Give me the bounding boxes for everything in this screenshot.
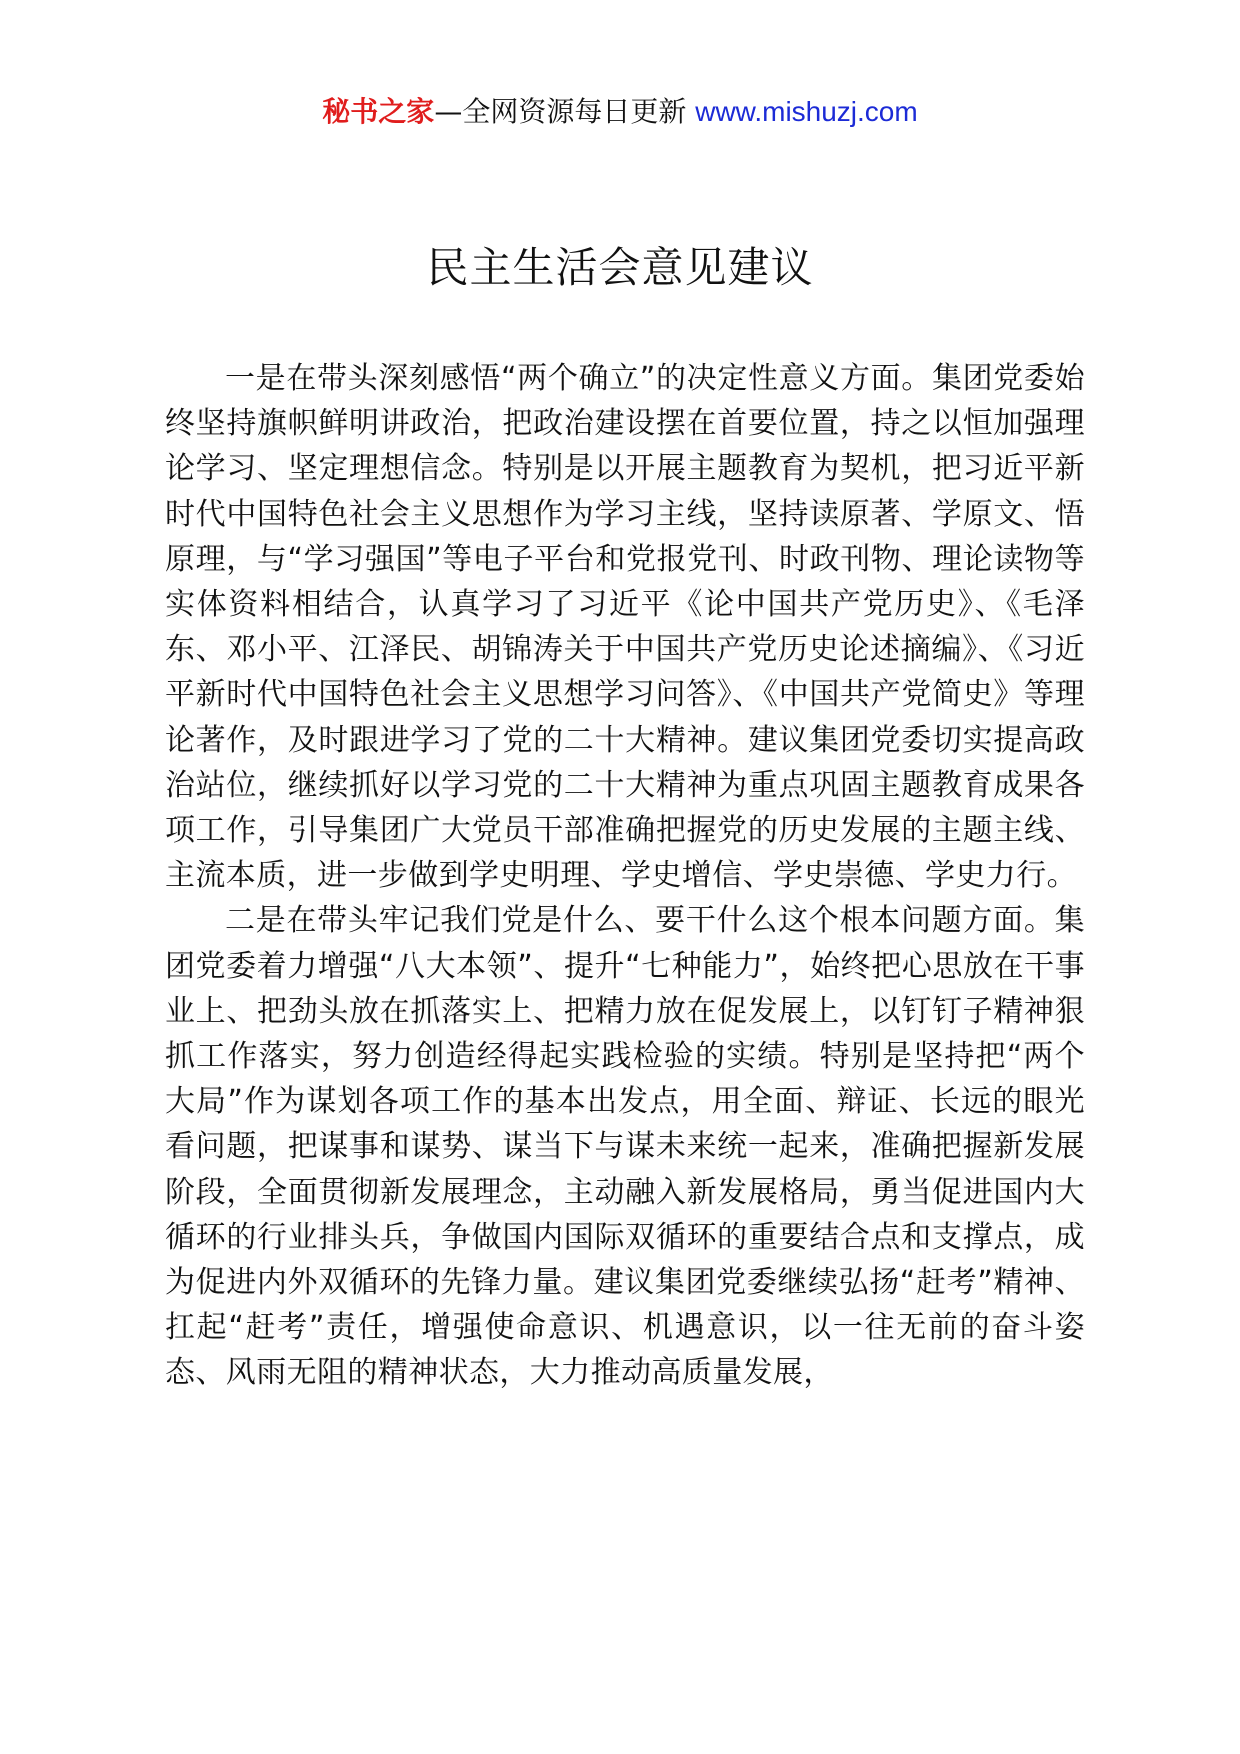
document-title: 民主生活会意见建议 [426, 243, 814, 292]
site-tagline: —全网资源每日更新 [434, 95, 696, 128]
site-header [0, 92, 1240, 132]
site-url-link[interactable]: www.mishuzj.com [695, 96, 918, 127]
document-body [165, 356, 1085, 1396]
paragraph-1: 一是在带头深刻感悟“两个确立”的决定性意义方面。集团党委始终坚持旗帜鲜明讲政治，把政治建设摆在首要位置，持之以恒加强理论学习、坚定理想信念。特别是以开展主题教育为契机，把习近平新时代中国特色社会主义思想作为学习主线，坚持读原著、学原文、悟原理，与“学习强国”等电子平台和党报党刊、时政刊物、理论读物等实体资料相结合，认真学习了习近平《论中国共产党历史》、《毛泽东、邓小平、江泽民、胡锦涛关于中国共产党历史论述摘编》、《习近平新时代中国特色社会主义思想学习问答》、《中国共产党简史》等理论著作，及时跟进学习了党的二十大精神。建议集团党委切实提高政治站位，继续抓好以学习党的二十大精神为重点巩固主题教育成果各项工作，引导集团广大党员干部准确把握党的历史发展的主题主线、主流本质，进一步做到学史明理、学史增信、学史崇德、学史力行。 [165, 361, 1085, 894]
paragraph-2: 二是在带头牢记我们党是什么、要干什么这个根本问题方面。集团党委着力增强“八大本领”、提升“七种能力”，始终把心思放在干事业上、把劲头放在抓落实上、把精力放在促发展上，以钉钉子精神狠抓工作落实，努力创造经得起实践检验的实绩。特别是坚持把“两个大局”作为谋划各项工作的基本出发点，用全面、辩证、长远的眼光看问题，把谋事和谋势、谋当下与谋未来统一起来，准确把握新发展阶段，全面贯彻新发展理念，主动融入新发展格局，勇当促进国内大循环的行业排头兵，争做国内国际双循环的重要结合点和支撑点，成为促进内外双循环的先锋力量。建议集团党委继续弘扬“赶考”精神、扛起“赶考”责任，增强使命意识、机遇意识，以一往无前的奋斗姿态、风雨无阻的精神状态，大力推动高质量发展， [165, 903, 1085, 1391]
site-brand: 秘书之家 [322, 95, 435, 128]
